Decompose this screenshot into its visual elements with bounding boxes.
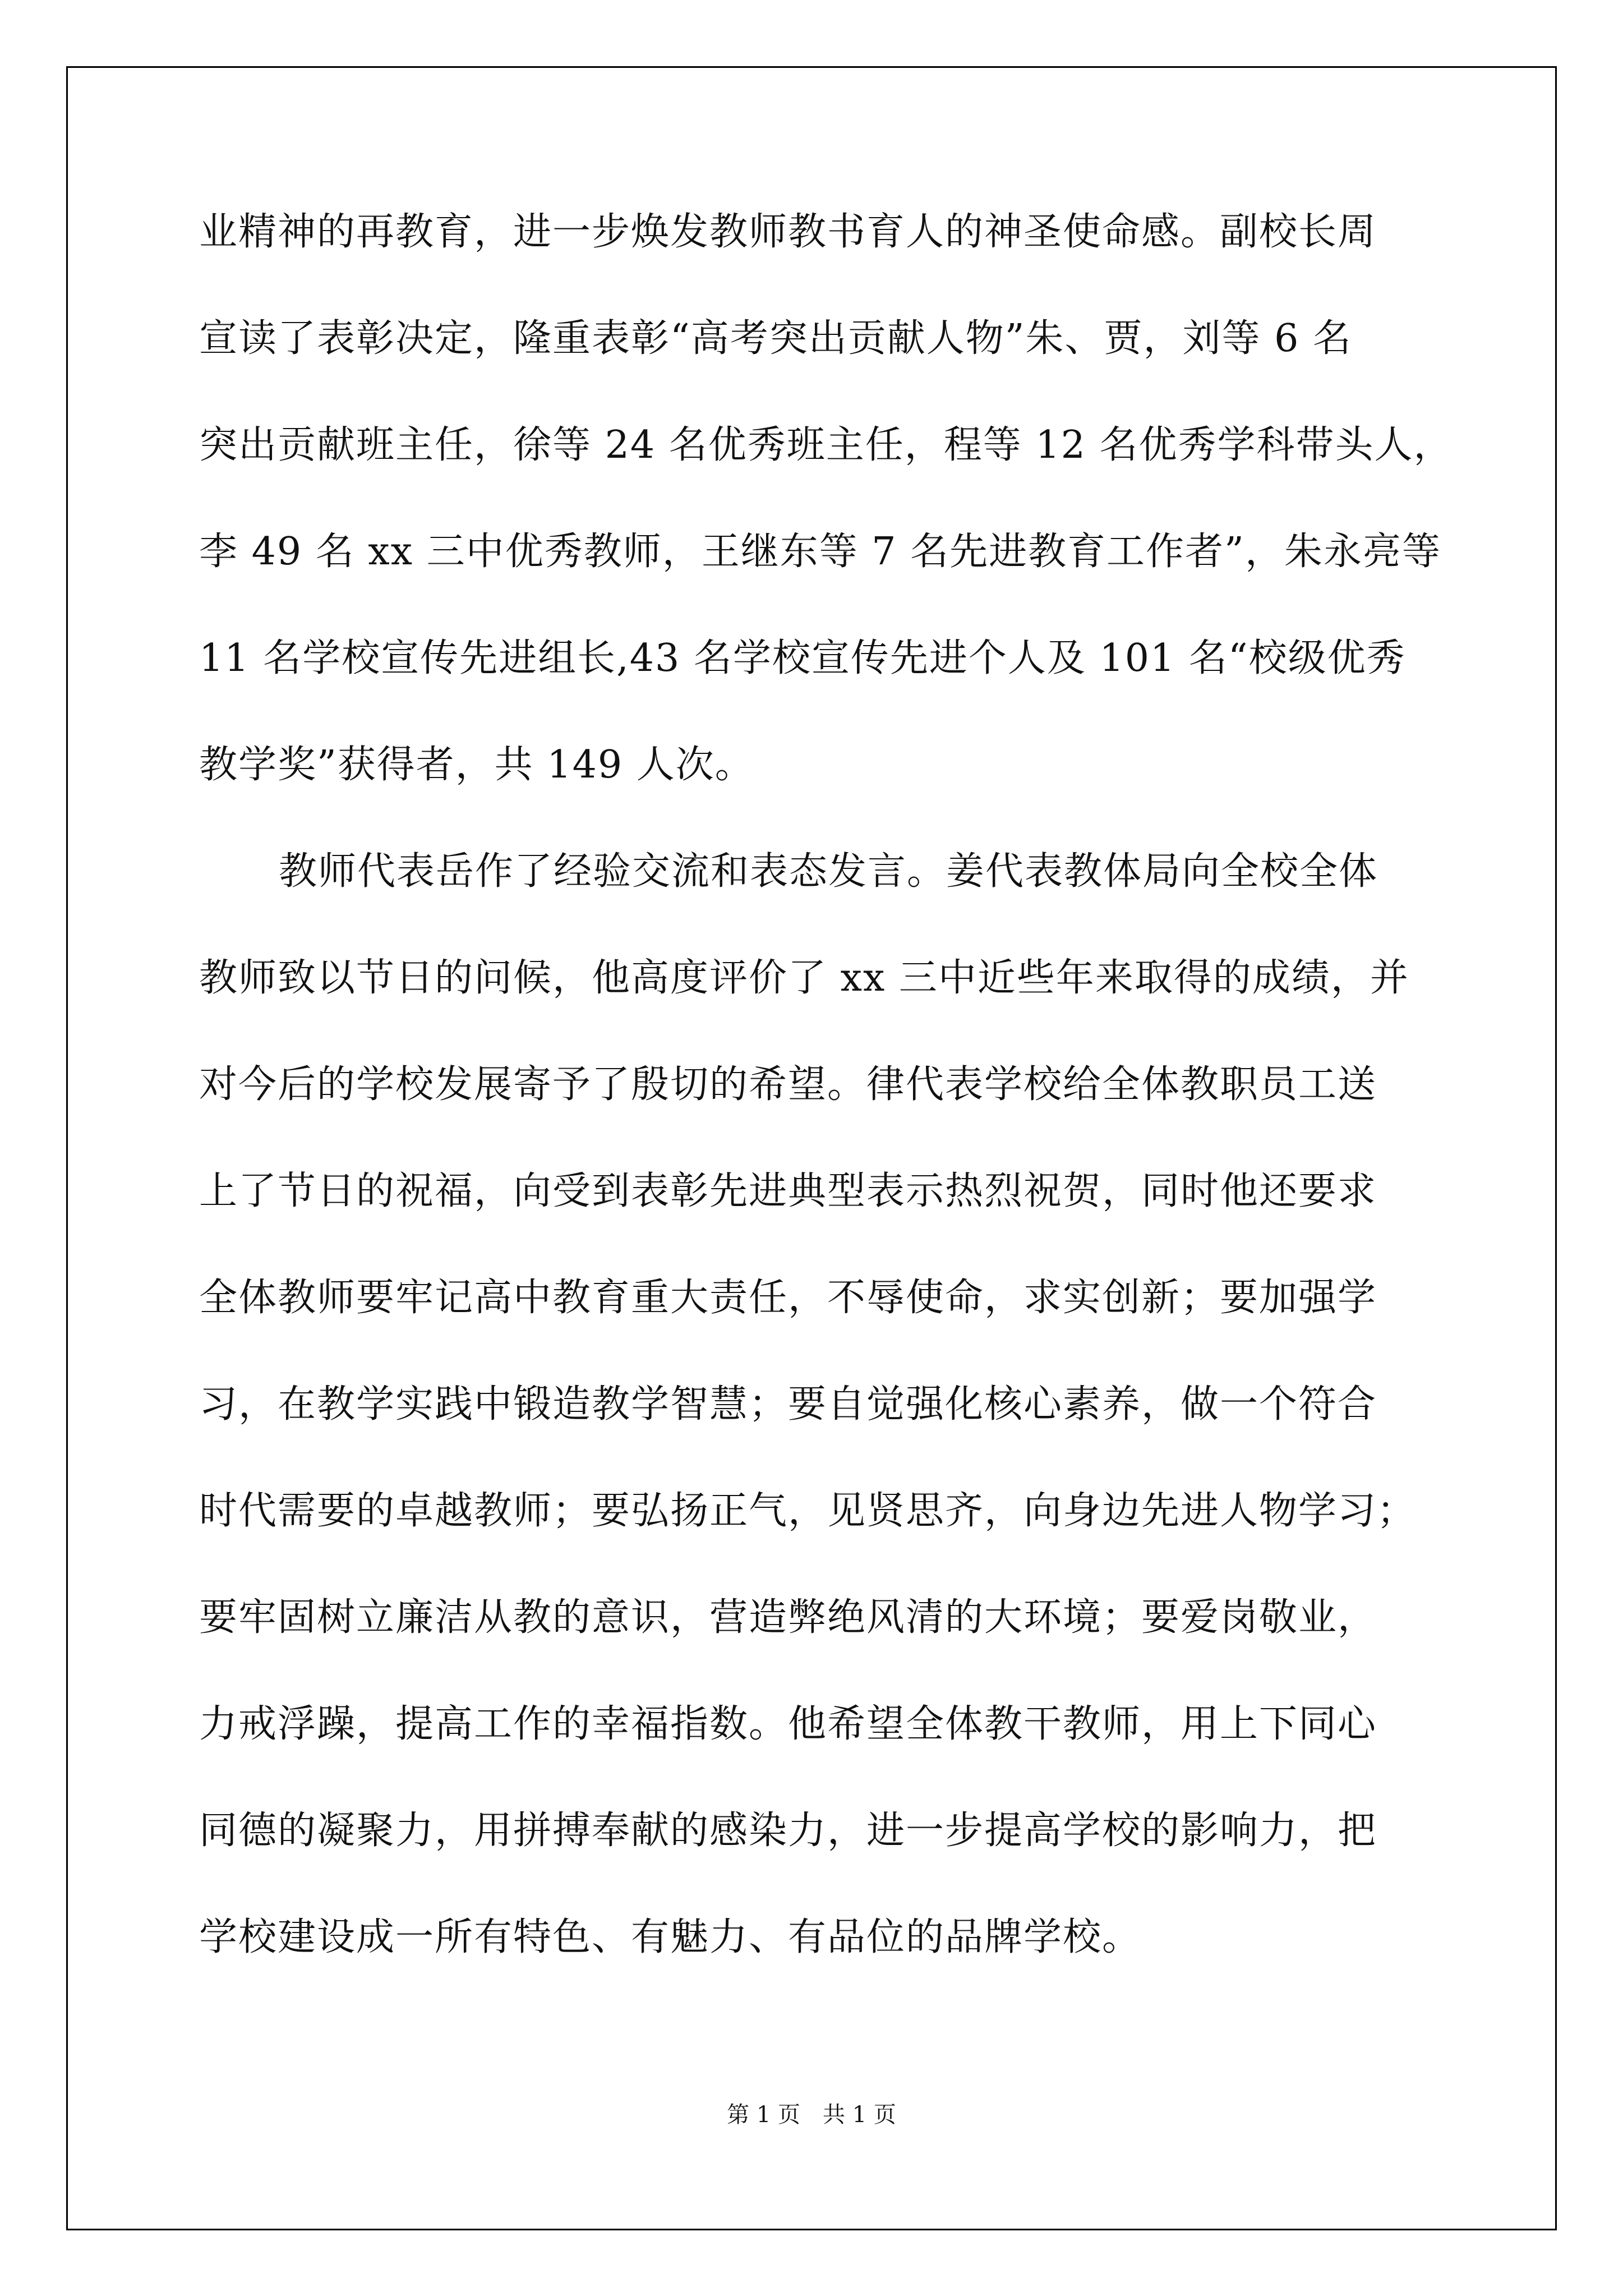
paragraph-1-line-4: 李 49 名 xx 三中优秀教师，王继东等 7 名先进教育工作者”，朱永亮等 xyxy=(199,530,1441,574)
paragraph-2-line-9: 力戒浮躁，提高工作的幸福指数。他希望全体教干教师，用上下同心 xyxy=(199,1702,1377,1746)
paragraph-1-line-1: 业精神的再教育，进一步焕发教师教书育人的神圣使命感。副校长周 xyxy=(199,210,1377,254)
paragraph-2-line-4: 上了节日的祝福，向受到表彰先进典型表示热烈祝贺，同时他还要求 xyxy=(199,1169,1377,1213)
paragraph-2-line-5: 全体教师要牢记高中教育重大责任，不辱使命，求实创新；要加强学 xyxy=(199,1276,1377,1320)
paragraph-2-line-2: 教师致以节日的问候，他高度评价了 xx 三中近些年来取得的成绩，并 xyxy=(199,956,1409,1000)
paragraph-2-line-11: 学校建设成一所有特色、有魅力、有品位的品牌学校。 xyxy=(199,1915,1142,1959)
paragraph-2-line-10: 同德的凝聚力，用拼搏奉献的感染力，进一步提高学校的影响力，把 xyxy=(199,1809,1377,1853)
paragraph-1-line-5: 11 名学校宣传先进组长,43 名学校宣传先进个人及 101 名“校级优秀 xyxy=(199,636,1406,680)
paragraph-1-line-6: 教学奖”获得者，共 149 人次。 xyxy=(199,743,754,787)
paragraph-2-line-8: 要牢固树立廉洁从教的意识，营造弊绝风清的大环境；要爱岗敬业， xyxy=(199,1595,1377,1640)
paragraph-1-line-3: 突出贡献班主任，徐等 24 名优秀班主任，程等 12 名优秀学科带头人， xyxy=(199,423,1453,467)
paragraph-2-line-7: 时代需要的卓越教师；要弘扬正气，见贤思齐，向身边先进人物学习； xyxy=(199,1489,1417,1533)
paragraph-2-line-3: 对今后的学校发展寄予了殷切的希望。律代表学校给全体教职员工送 xyxy=(199,1062,1377,1107)
paragraph-2-line-6: 习，在教学实践中锻造教学智慧；要自觉强化核心素养，做一个符合 xyxy=(199,1382,1377,1427)
page-border xyxy=(66,66,1557,2230)
paragraph-1-line-2: 宣读了表彰决定，隆重表彰“高考突出贡献人物”朱、贾，刘等 6 名 xyxy=(199,316,1353,361)
paragraph-2-line-1: 教师代表岳作了经验交流和表态发言。姜代表教体局向全校全体 xyxy=(279,849,1378,894)
page-footer: 第 1 页 共 1 页 xyxy=(727,2102,896,2128)
